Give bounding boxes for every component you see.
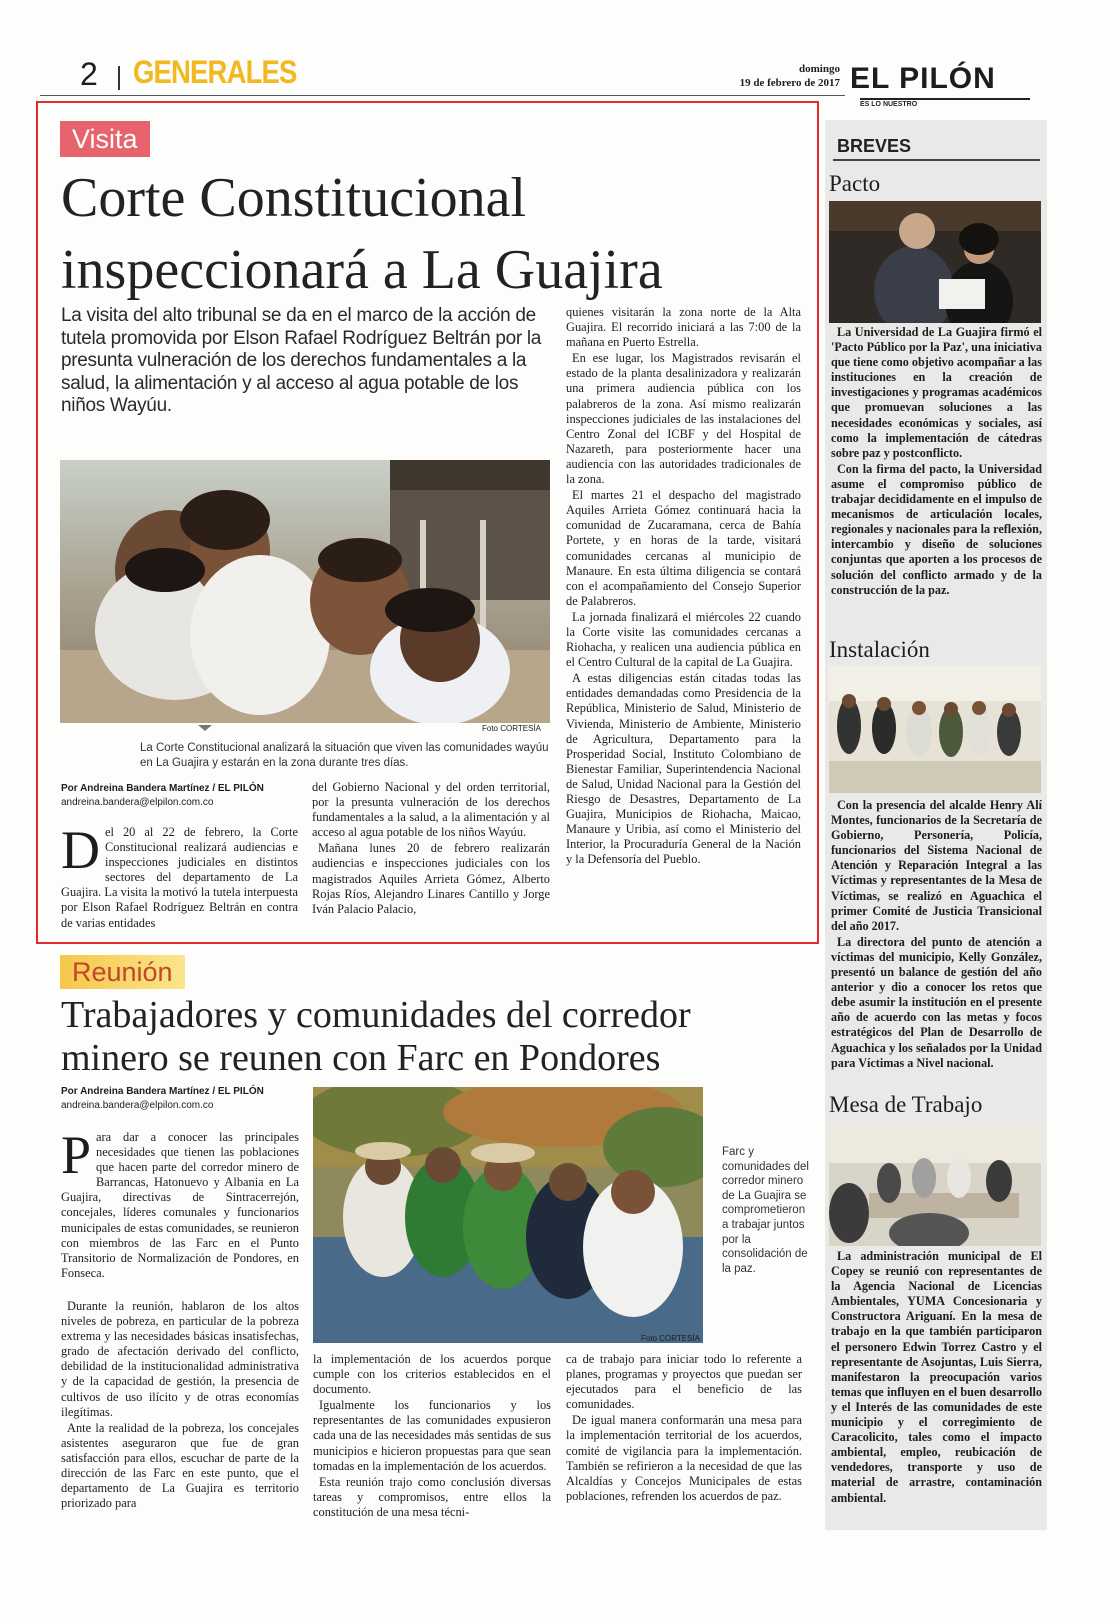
main-byline-email: andreina.bandera@elpilon.com.co bbox=[61, 797, 214, 808]
main-byline: Por Andreina Bandera Martínez / EL PILÓN bbox=[61, 783, 264, 794]
main-col2-p1: del Gobierno Nacional y del orden territorial, por la presunta vulneración de los derechos fundamentales a la salud, a la alimentación y al acceso al agua potable de los niños Wayúu. bbox=[312, 780, 550, 840]
section-name: GENERALES bbox=[133, 54, 297, 90]
second-col1-p2: Durante la reunión, hablaron de los altos niveles de pobreza, en particular de la pobreza extrema y las necesidades básicas insatisfechas, grado de afectación derivado del conflicto, debilidad de la institucionalidad administrativa y de la capacidad de gestión, la presencia de cultivos de uso ilícito y de otras economías ilegítimas. bbox=[61, 1298, 299, 1419]
caption-pointer bbox=[198, 725, 212, 731]
breve-photo-pacto bbox=[829, 201, 1041, 323]
header-day: domingo bbox=[799, 63, 840, 75]
main-col3-p1: quienes visitarán la zona norte de la Alta Guajira. El recorrido iniciará a las 7:00 de la mañana en Puerto Estrella. bbox=[566, 305, 801, 350]
second-col1-p1: ara dar a conocer las principales necesidades que tienen las poblaciones que hacen parte del corredor minero de Barrancas, Hatonuevo y Albania en La Guajira, directivas de Sintracerrejón, concejales, líderes comunales y funcionarios municipales de estas comunidades, se reunieron con miembros de las Farc en el Punto Transitorio de Normalización de Pondores, en Fonseca. bbox=[61, 1130, 299, 1280]
second-col3-p2: De igual manera conformarán una mesa para la implementación territorial de los acuerdos, comité de vigilancia para la implementación. También se refirieron a la necesidad de que las Alcaldías y Concejos Municipales de estas poblaciones, refrenden los acuerdos de paz. bbox=[566, 1413, 802, 1503]
masthead-logo: EL PILÓN bbox=[850, 62, 996, 95]
tag-visita: Visita bbox=[60, 121, 150, 157]
breve-title-instalacion: Instalación bbox=[829, 637, 930, 662]
breve-text-pacto bbox=[831, 325, 1042, 598]
second-col2-p2: Igualmente los funcionarios y los representantes de las comunidades expusieron cada una de las necesidades más sentidas de sus municipios e hicieron propuestas para que sean tomadas en la implementación de los acuerdos. bbox=[313, 1398, 551, 1473]
main-lead: La visita del alto tribunal se da en el marco de la acción de tutela promovida por Elson Rafael Rodríguez Beltrán por la presunta vulneración de los derechos fundamentales a la salud, la alimentación y al acceso al agua potable de los niños Wayúu. bbox=[61, 305, 542, 416]
second-headline-line1: Trabajadores y comunidades del corredor bbox=[61, 994, 691, 1036]
breve-title-pacto: Pacto bbox=[829, 171, 881, 196]
second-photo-credit: Foto CORTESÍA bbox=[641, 1334, 700, 1343]
main-col3-p4: La jornada finalizará el miércoles 22 cuando la Corte visite las comunidades cercanas a Riohacha, y realicen una audiencia pública en el Centro Cultural de la capital de La Guajira. bbox=[566, 609, 801, 670]
main-headline-line2: inspeccionará a La Guajira bbox=[61, 239, 663, 301]
main-col-3 bbox=[566, 305, 801, 867]
breve-photo-mesa bbox=[829, 1123, 1041, 1246]
second-col1-p3: Ante la realidad de la pobreza, los concejales asistentes aseguraron que fue de gran satisfacción para ellos, escuchar de parte de la dirección de las Farc en este punto, que el departamento de La Guajira es territorio priorizado para bbox=[61, 1420, 299, 1511]
second-col-1 bbox=[61, 1125, 299, 1511]
main-dropcap: D bbox=[61, 820, 100, 880]
page-number: 2 bbox=[80, 56, 98, 92]
header-divider bbox=[118, 66, 120, 90]
main-col-2 bbox=[312, 780, 550, 917]
tag-reunion: Reunión bbox=[60, 955, 185, 989]
header-date: 19 de febrero de 2017 bbox=[739, 77, 840, 89]
main-col3-p5: A estas diligencias están citadas todas las entidades demandadas como Presidencia de la República, Ministerio de Salud, Ministerio de Vivienda, Ministerio de Ambiente, Ministerio de Agricultura, Departamento para la Prosperidad Social, Instituto Colombiano de Bienestar Familiar, Superintendencia Nacional de Salud, Unidad Nacional para la Gestión del Riesgo de Desastres, Departamento de La Guajira, Municipios de Riohacha, Maicao, Manaure y Uribia, así como el Ministerio del Interior, la Procuraduría General de la Nación y la Defensoría del Pueblo. bbox=[566, 671, 801, 867]
sidebar-header: BREVES bbox=[837, 136, 912, 156]
breve-text-instalacion bbox=[831, 798, 1042, 1071]
second-col-3 bbox=[566, 1352, 802, 1504]
second-byline: Por Andreina Bandera Martínez / EL PILÓN bbox=[61, 1086, 264, 1097]
main-col-1 bbox=[61, 820, 298, 931]
second-dropcap: P bbox=[61, 1125, 92, 1185]
second-photo-caption: Farc y comunidades del corredor minero de La Guajira se comprometieron a trabajar juntos por la consolidación de la paz. bbox=[722, 1146, 809, 1275]
main-photo-caption: La Corte Constitucional analizará la situación que viven las comunidades wayúu en La Guajira y estarán en la zona durante tres días. bbox=[140, 742, 549, 769]
second-col-2 bbox=[313, 1352, 551, 1520]
second-byline-email: andreina.bandera@elpilon.com.co bbox=[61, 1100, 214, 1111]
main-col2-p2: Mañana lunes 20 de febrero realizarán audiencias e inspecciones judiciales con los magistrados Aquiles Arrieta Gómez, Alberto Rojas Ríos, Alejandro Linares Cantillo y Jorge Iván Palacio Palacio, bbox=[312, 841, 550, 916]
main-col1-p1: el 20 al 22 de febrero, la Corte Constitucional realizará audiencias e inspecciones judiciales en distintos sectores del departamento de La Guajira. La visita la motivó la tutela interpuesta por Elson Rafael Rodríguez Beltrán en contra de varias entidades bbox=[61, 825, 298, 930]
main-col3-p3: El martes 21 el despacho del magistrado Aquiles Arrieta Gómez continuará hacia la comunidad de Zucaramana, cerca de Bahía Portete, y en horas de la tarde, visitará comunidades cercanas al municipio de Manaure. En esta última diligencia se contará con el acompañamiento del Consejo Superior de Palabreros. bbox=[566, 488, 801, 608]
breve-instalacion-p2: La directora del punto de atención a víctimas del municipio, Kelly González, presentó un balance de gestión del año anterior y dio a conocer los retos que debe asumir la institución en el presente año de acuerdo con las metas y focos estratégicos del Plan de Desarrollo de Aguachica y los señalados por la Unidad para Víctimas a Nivel nacional. bbox=[831, 934, 1042, 1070]
main-headline-line1: Corte Constitucional bbox=[61, 167, 527, 229]
breve-photo-instalacion bbox=[829, 666, 1041, 793]
second-col3-p1: ca de trabajo para iniciar todo lo referente a planes, programas y proyectos que puedan ser ejecutados para el beneficio de las comunidades. bbox=[566, 1352, 802, 1412]
second-photo bbox=[313, 1087, 703, 1343]
header-rule bbox=[40, 95, 845, 96]
breve-pacto-p2: Con la firma del pacto, la Universidad asume el compromiso público de trabajar decididamente en el impulso de mecanismos de articulación locales, regionales y nacionales para la reflexión, intercambio y diseño de soluciones conjuntas que aporten a los procesos de solución del conflicto armado y de la construcción de la paz. bbox=[831, 461, 1042, 597]
masthead-slogan: ES LO NUESTRO bbox=[860, 98, 1030, 111]
main-headline bbox=[61, 162, 663, 306]
second-col2-p3: Esta reunión trajo como conclusión diversas tareas y compromisos, entre ellos la constitución de una mesa técni- bbox=[313, 1474, 551, 1519]
breve-pacto-p1: La Universidad de La Guajira firmó el 'Pacto Público por la Paz', una iniciativa que tiene como objetivo acompañar a las instituciones en la creación de investigaciones y programas académicos que promuevan soluciones a las necesidades económicas y sociales, así como la implementación de cátedras sobre paz y postconflicto. bbox=[831, 325, 1043, 460]
second-col2-p1: la implementación de los acuerdos porque cumple con los criterios establecidos en el documento. bbox=[313, 1352, 551, 1397]
second-headline bbox=[61, 994, 691, 1080]
main-col3-p2: En ese lugar, los Magistrados revisarán el estado de la planta desalinizadora y realizarán una primera audiencia pública con los palabreros de la zona. Así mismo realizarán inspecciones judiciales de las instalaciones del Centro Zonal del ICBF y del Hospital de Nazareth, para posteriormente hacer una audiencia con las autoridades tradicionales de la zona. bbox=[566, 351, 801, 487]
breve-text-mesa bbox=[831, 1249, 1042, 1506]
sidebar-header-rule bbox=[833, 159, 1040, 161]
second-headline-line2: minero se reunen con Farc en Pondores bbox=[61, 1037, 661, 1079]
breve-instalacion-p1: Con la presencia del alcalde Henry Alí Montes, funcionarios de la Secretaría de Gobierno, Personería, Policía, funcionarios del Sistema Nacional de Atención y Reparación Integral a las Víctimas y representantes de la Mesa de Víctimas, se realizó en Aguachica el primer Comité de Justicia Transicional del año 2017. bbox=[831, 798, 1042, 933]
main-photo-credit: Foto CORTESÍA bbox=[482, 724, 541, 733]
main-photo bbox=[60, 460, 550, 723]
breve-mesa-p1: La administración municipal de El Copey se reunió con representantes de la Agencia Nacional de Licencias Ambientales, YUMA Concesionaria y Constructora Ariguaní. En la mesa de trabajo en la que también participaron el personero Edwin Torrez Castro y el representante de Asojuntas, Luis Sierra, manifestaron la preocupación varios temas que influyen en el buen desarrollo y el Interés de las comunidades de este municipio y el corregimiento de Caracolicito, tales como el impacto ambiental, empleo, reubicación de vendedores, transporte y uso de material de arrastre, contaminación ambiental. bbox=[831, 1249, 1042, 1505]
breve-title-mesa: Mesa de Trabajo bbox=[829, 1092, 983, 1117]
